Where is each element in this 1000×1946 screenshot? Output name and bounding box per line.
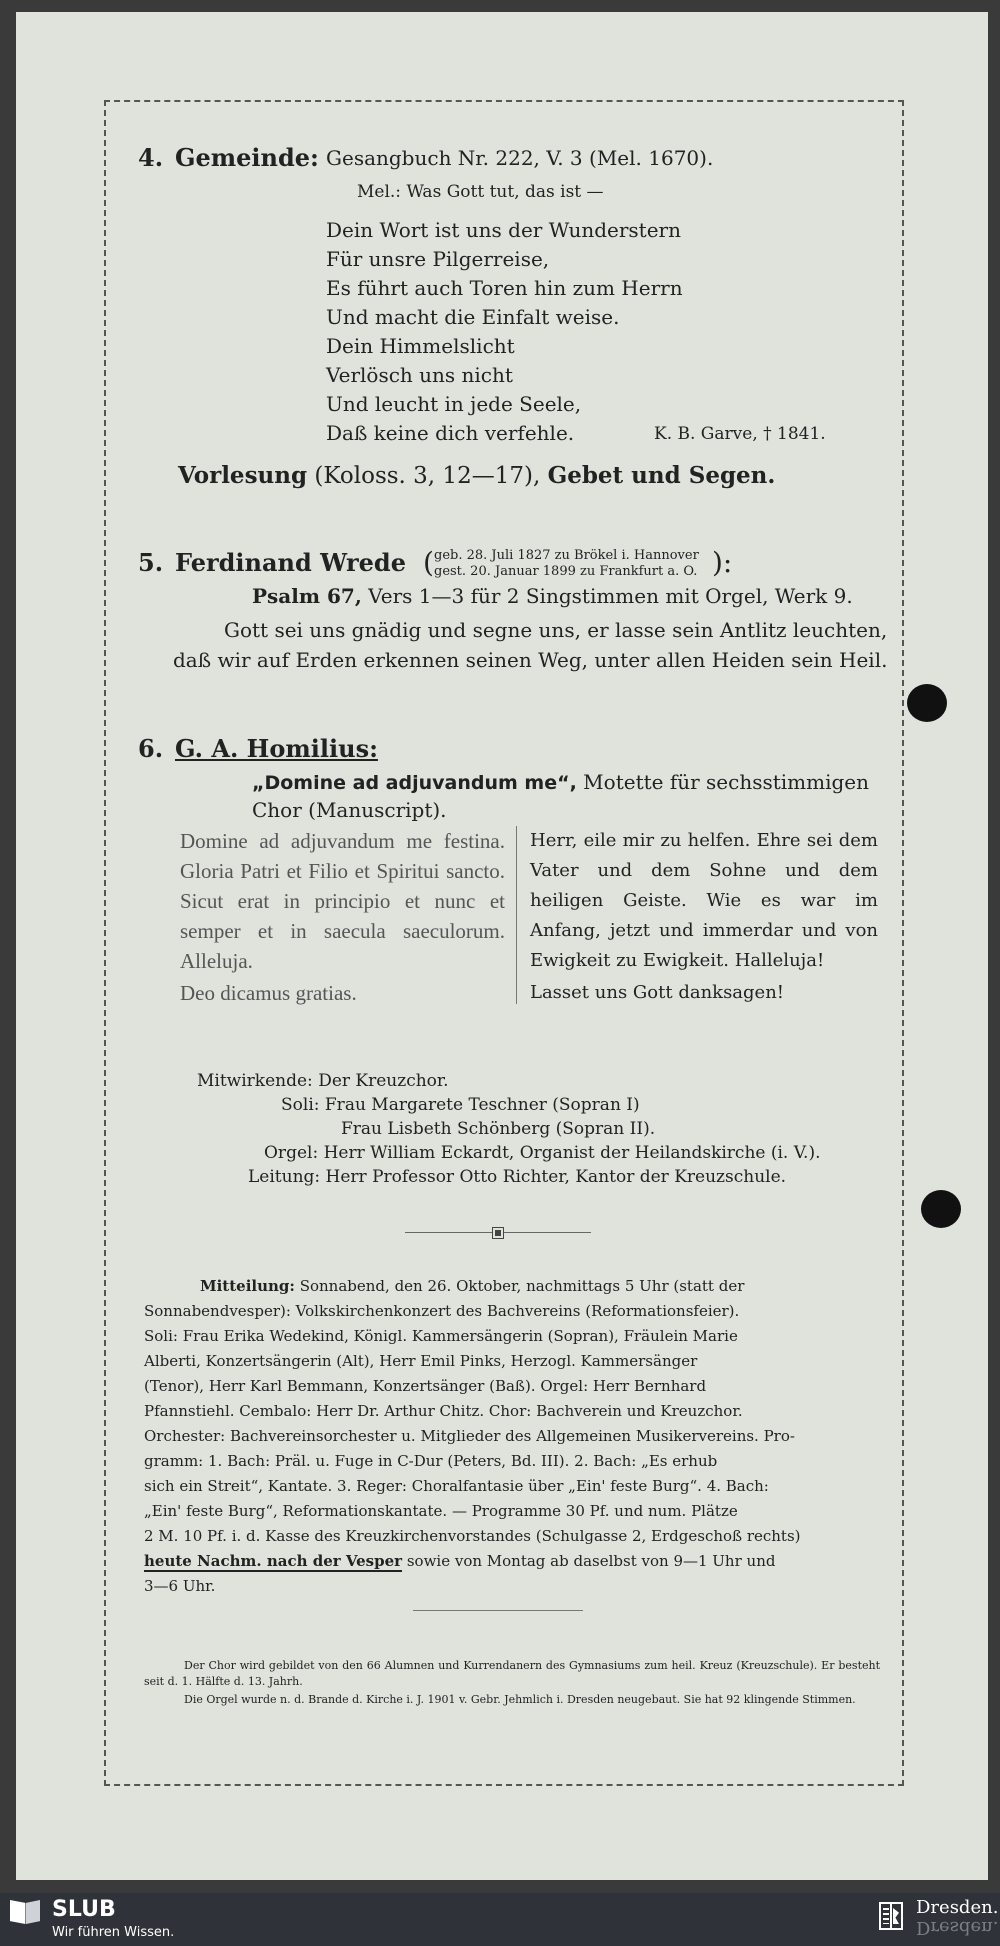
performers-line-3: Frau Lisbeth Schönberg (Sopran II). [341,1119,656,1139]
hymn-author: K. B. Garve, † 1841. [654,424,826,444]
psalm-text-line: Gott sei uns gnädig und segne uns, er lasse sein Antlitz leuchten, [224,618,888,642]
reading-line [178,462,775,489]
soli-value: Frau Margarete Teschner (Sopran I) [324,1095,640,1115]
notice-label: Mitteilung: [200,1277,295,1295]
verse-line: Dein Wort ist uns der Wunderstern [326,218,681,242]
reading-label: Vorlesung [178,462,308,489]
punch-hole-bottom [921,1190,961,1228]
slub-logo-icon-fold [26,1900,40,1924]
performers-line-2 [281,1095,640,1115]
notice-line: 2 M. 10 Pf. i. d. Kasse des Kreuzkirchenvorstandes (Schulgasse 2, Erdgeschoß rechts) [144,1527,801,1545]
motet-description: Motette für sechsstimmigen [583,770,870,794]
section-5-work [252,584,853,608]
section-4-label: Gemeinde: [175,143,319,172]
verse-line: Für unsre Pilgerreise, [326,247,550,271]
dates-close-paren: ): [712,546,733,579]
ornament-square [492,1227,504,1239]
verse-line: Verlösch uns nicht [326,363,513,387]
conductor-label: Leitung: [248,1167,321,1187]
footer-city: Dresden. [916,1897,999,1918]
german-text [530,826,878,1008]
motet-description-2: Chor (Manuscript). [252,798,447,822]
hymn-verse [326,216,683,448]
section-5-composer: Ferdinand Wrede [175,548,406,577]
motet-title: „Domine ad adjuvandum me“, [252,772,577,794]
organ-value: Herr William Eckardt, Organist der Heilandskirche (i. V.). [323,1143,821,1163]
section-4-source: Gesangbuch Nr. 222, V. 3 (Mel. 1670). [326,146,714,170]
footer-bar [0,1893,1000,1946]
column-divider [516,826,517,1004]
reading-reference: (Koloss. 3, 12—17), [314,463,541,489]
section-4-melody: Mel.: Was Gott tut, das ist — [357,182,604,202]
performers-value: Der Kreuzchor. [318,1071,449,1091]
notice-line [200,1277,876,1295]
notice-line: (Tenor), Herr Karl Bemmann, Konzertsänger (Baß). Orgel: Herr Bernhard [144,1377,707,1395]
notice-emphasis: heute Nachm. nach der Vesper [144,1552,403,1570]
notice-line: Pfannstiehl. Cembalo: Herr Dr. Arthur Chitz. Chor: Bachverein und Kreuzchor. [144,1402,743,1420]
dates-open-paren: ( [423,546,434,579]
notice-line: Soli: Frau Erika Wedekind, Königl. Kammersängerin (Sopran), Fräulein Marie [144,1327,738,1345]
notice-line: Orchester: Bachvereinsorchester u. Mitglieder des Allgemeinen Musikervereins. Pro- [144,1427,795,1445]
section-6-number: 6. [138,734,164,763]
notice-line: gramm: 1. Bach: Präl. u. Fuge in C-Dur (Peters, Bd. III). 2. Bach: „Es erhub [144,1452,718,1470]
notice-line: „Ein' feste Burg“, Reformationskantate. — Programme 30 Pf. und num. Plätze [144,1502,738,1520]
soli-label: Soli: [281,1095,320,1115]
footer-brand: SLUB [52,1897,116,1922]
performers-line-1 [197,1071,449,1091]
notice-line: sich ein Streit“, Kantate. 3. Reger: Choralfantasie über „Ein' feste Burg“. 4. Bach: [144,1477,769,1495]
notice-line [144,1552,775,1570]
verse-line: Und macht die Einfalt weise. [326,305,620,329]
notice-text: Sonnabend, den 26. Oktober, nachmittags 5 Uhr (statt der [299,1277,745,1295]
psalm-text-line: daß wir auf Erden erkennen seinen Weg, unter allen Heiden sein Heil. [173,648,888,672]
german-body: Herr, eile mir zu helfen. Ehre sei dem Vater und dem Sohne und dem heiligen Geiste. Wie es war im Anfang, jetzt und immerdar und von Ewigkeit zu Ewigkeit. Halleluja! [530,830,878,971]
notice-line: Sonnabendvesper): Volkskirchenkonzert des Bachvereins (Reformationsfeier). [144,1302,740,1320]
latin-closing: Deo dicamus gratias. [180,981,357,1005]
latin-text [180,826,505,1008]
organ-label: Orgel: [264,1143,319,1163]
section-4-number: 4. [138,143,164,172]
footnote-choir: Der Chor wird gebildet von den 66 Alumnen und Kurrendanern des Gymnasiums zum heil. Kreuz (Kreuzschule). Er besteht seit d. 1. Hälfte d. 13. Jahrh. [144,1659,880,1688]
section-5-number: 5. [138,548,164,577]
notice-line: Alberti, Konzertsängerin (Alt), Herr Emil Pinks, Herzogl. Kammersänger [144,1352,698,1370]
verse-line: Es führt auch Toren hin zum Herrn [326,276,683,300]
separator-rule [413,1610,583,1611]
latin-body: Domine ad adjuvandum me festina. Gloria Patri et Filio et Spiritui sancto. Sicut erat in principio et nunc et semper et in saecula saeculorum. Alleluja. [180,829,505,973]
reading-end: Gebet und Segen. [547,462,776,489]
conductor-value: Herr Professor Otto Richter, Kantor der Kreuzschule. [325,1167,787,1187]
dresden-crest-icon [879,1902,903,1930]
footer-city-reflection: Dresden. [916,1917,999,1938]
work-description: Vers 1—3 für 2 Singstimmen mit Orgel, Werk 9. [368,584,853,608]
verse-line: Und leucht in jede Seele, [326,392,582,416]
footnote-organ: Die Orgel wurde n. d. Brande d. Kirche i. J. 1901 v. Gebr. Jehmlich i. Dresden neugebaut. Sie hat 92 klingende Stimmen. [184,1693,856,1706]
composer-birth: geb. 28. Juli 1827 zu Brökel i. Hannover [434,548,699,563]
work-title: Psalm 67, [252,584,362,608]
footer-tagline: Wir führen Wissen. [52,1925,175,1940]
performers-line-5 [248,1167,786,1187]
section-6-composer: G. A. Homilius: [175,734,378,763]
performers-label: Mitwirkende: [197,1071,313,1091]
notice-text: sowie von Montag ab daselbst von 9—1 Uhr und [406,1552,776,1570]
composer-death: gest. 20. Januar 1899 zu Frankfurt a. O. [434,564,698,579]
punch-hole-top [907,684,947,722]
notice-line: 3—6 Uhr. [144,1577,216,1595]
section-6-work [252,770,869,794]
german-closing: Lasset uns Gott danksagen! [530,982,785,1003]
verse-line: Daß keine dich verfehle. [326,421,575,445]
performers-line-4 [264,1143,821,1163]
verse-line: Dein Himmelslicht [326,334,515,358]
